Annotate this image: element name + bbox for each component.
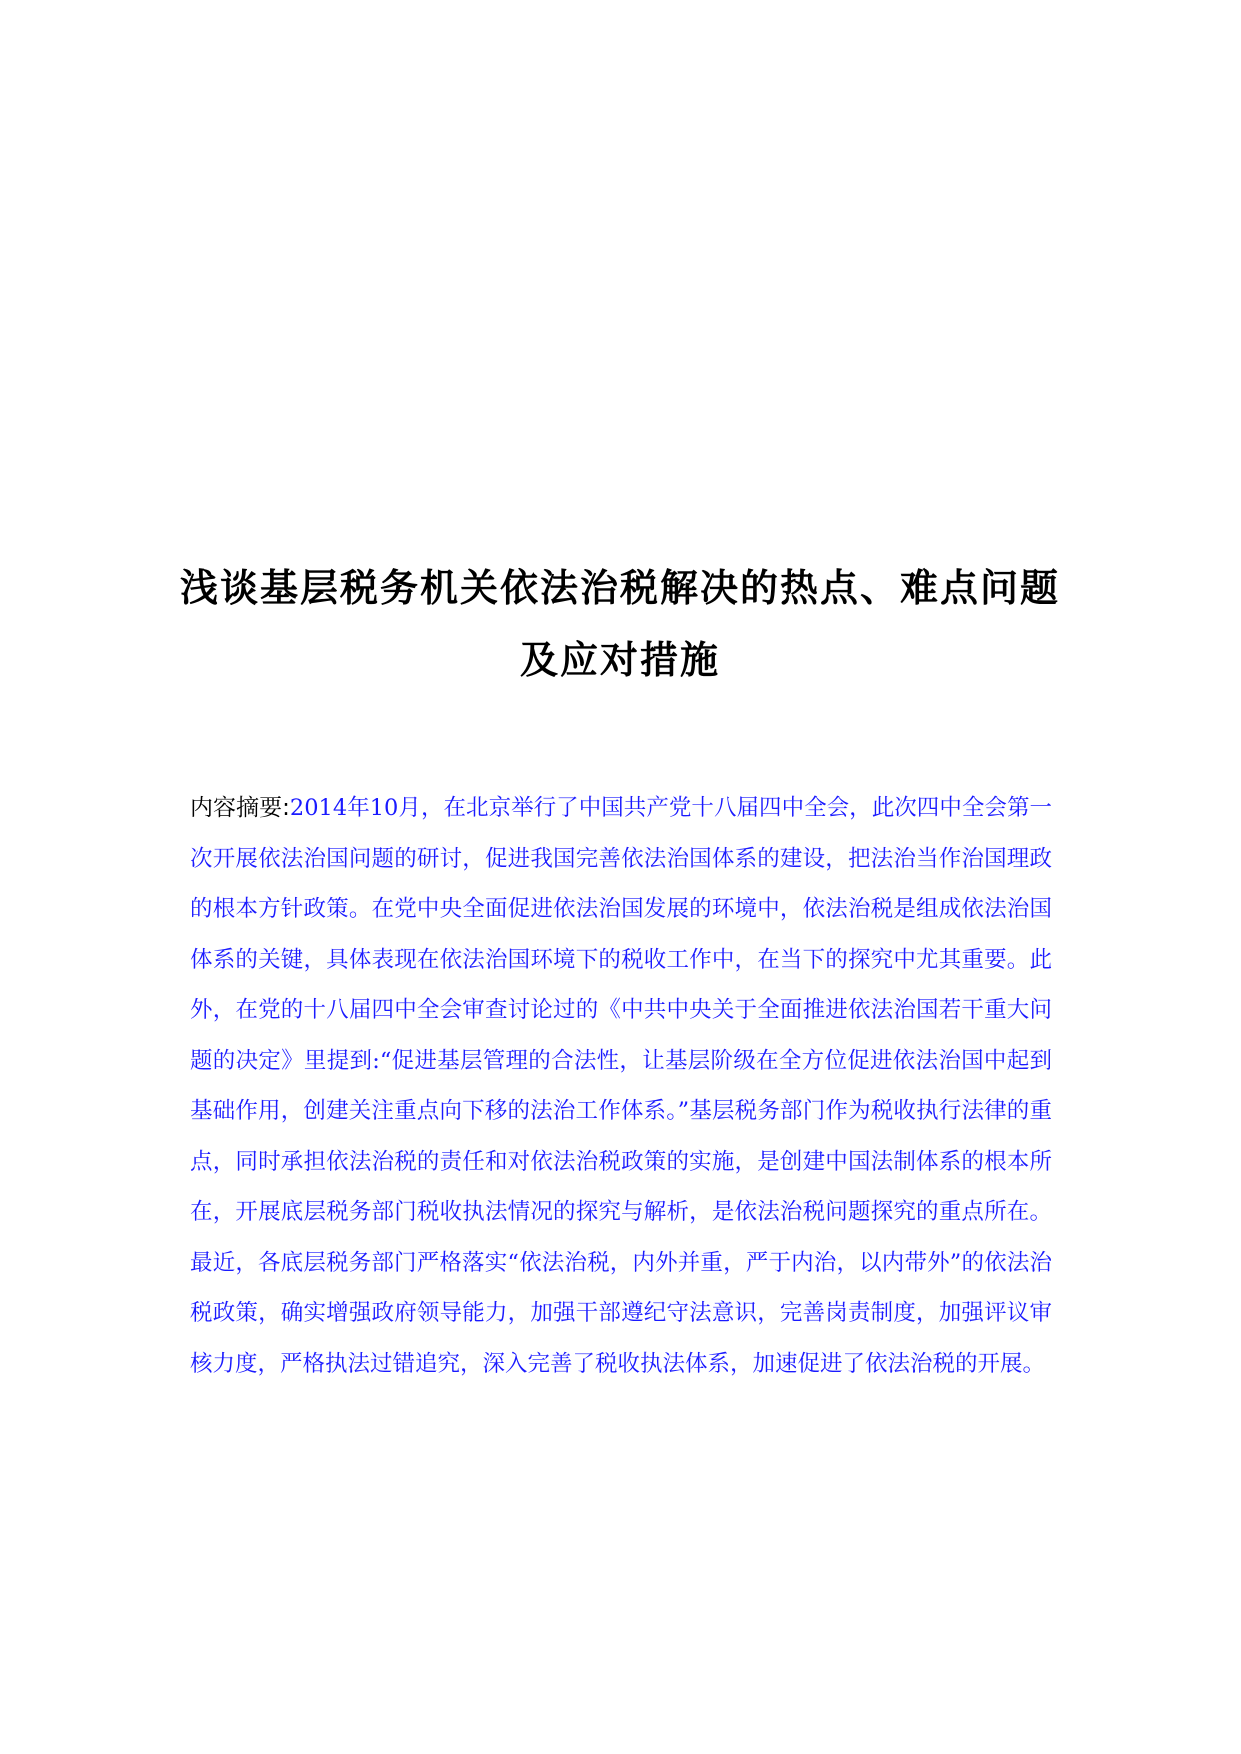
abstract-paragraph <box>190 783 1052 1389</box>
abstract-label: 内容摘要: <box>190 795 290 821</box>
document-title: 浅谈基层税务机关依法治税解决的热点、难点问题及应对措施 <box>180 565 1061 682</box>
abstract-text: 2014年10月，在北京举行了中国共产党十八届四中全会，此次四中全会第一次开展依法治国问题的研讨，促进我国完善依法治国体系的建设，把法治当作治国理政的根本方针政策。在党中央全面促进依法治国发展的环境中，依法治税是组成依法治国体系的关键，具体表现在依法治国环境下的税收工作中，在当下的探究中尤其重要。此外，在党的十八届四中全会审查讨论过的《中共中央关于全面推进依法治国若干重大问题的决定》里提到:“促进基层管理的合法性，让基层阶级在全方位促进依法治国中起到基础作用，创建关注重点向下移的法治工作体系。”基层税务部门作为税收执行法律的重点，同时承担依法治税的责任和对依法治税政策的实施，是创建中国法制体系的根本所在，开展底层税务部门税收执法情况的探究与解析，是依法治税问题探究的重点所在。最近，各底层税务部门严格落实“依法治税，内外并重，严于内治，以内带外”的依法治税政策，确实增强政府领导能力，加强干部遵纪守法意识，完善岗责制度，加强评议审核力度，严格执法过错追究，深入完善了税收执法体系，加速促进了依法治税的开展。 <box>190 795 1052 1377</box>
